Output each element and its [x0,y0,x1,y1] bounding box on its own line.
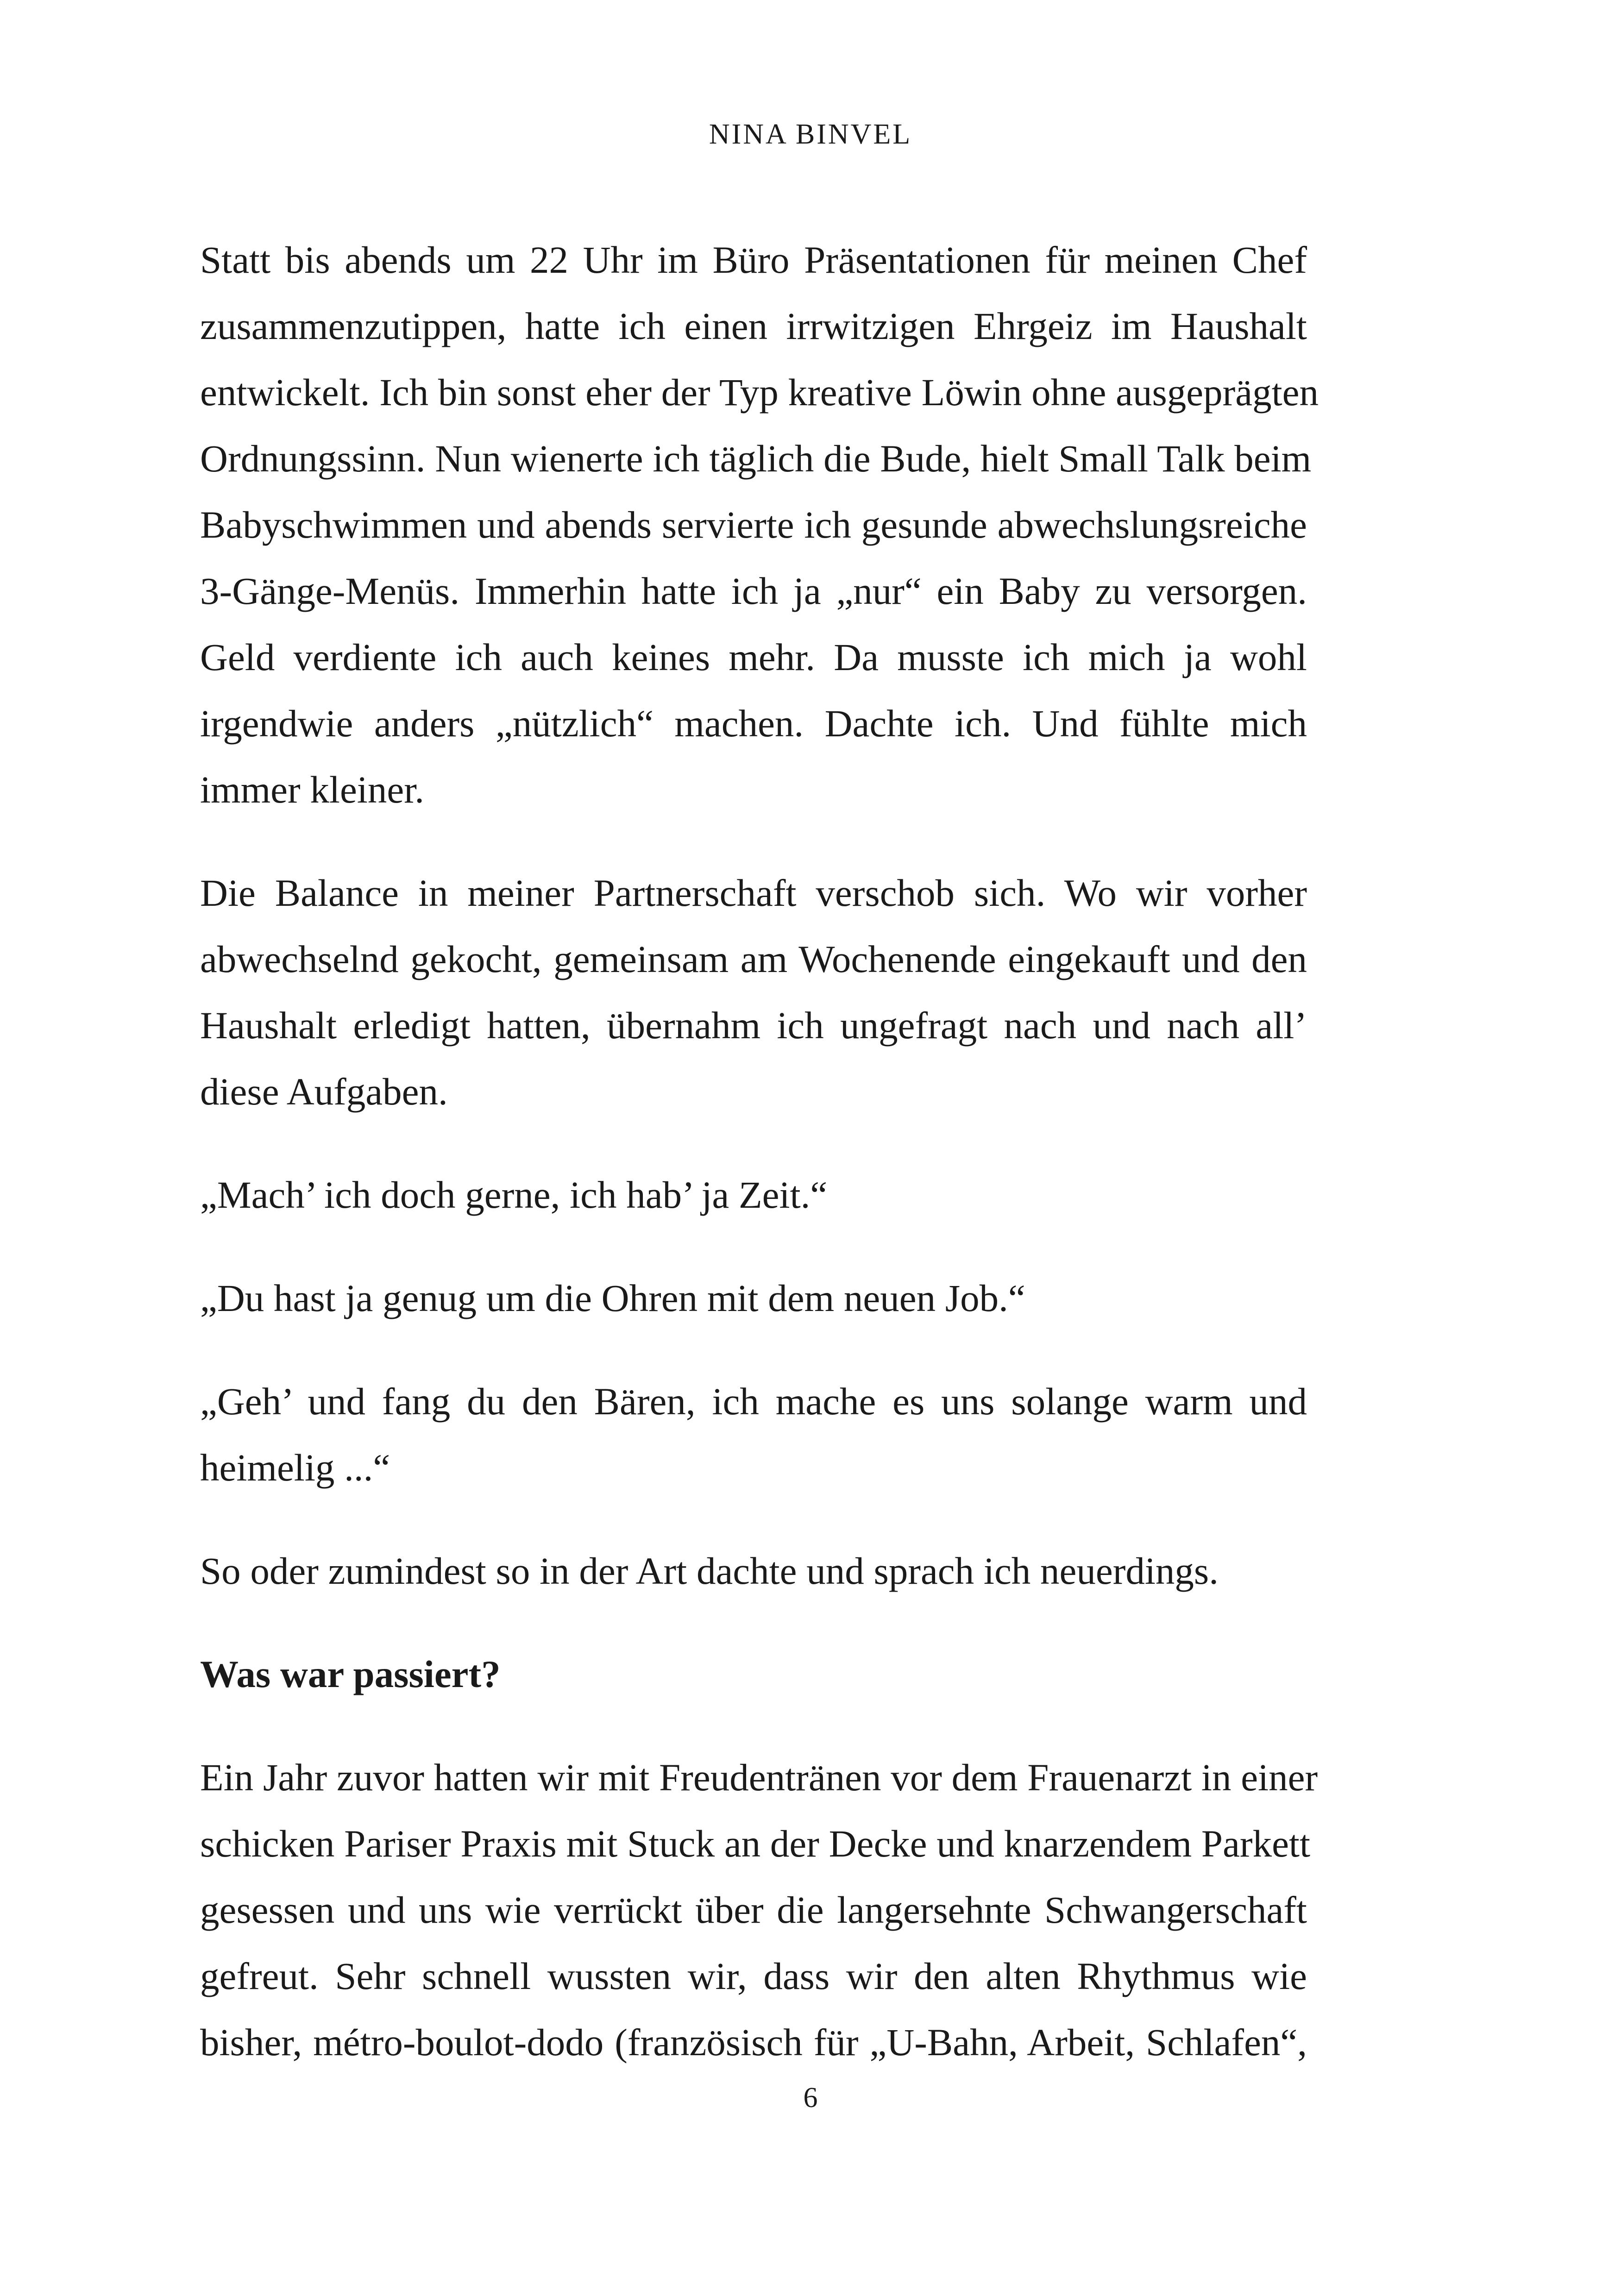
text-line: Die Balance in meiner Partnerschaft verschob sich. Wo wir vorher [200,872,1307,914]
paragraph [200,227,1319,823]
text-line: immer kleiner. [200,768,425,811]
text-line: gefreut. Sehr schnell wussten wir, dass wir den alten Rhythmus wie [200,1955,1307,1997]
text-line: irgendwie anders „nützlich“ machen. Dachte ich. Und fühlte mich [200,702,1307,745]
body-text [200,227,1319,2113]
paragraph [200,1538,1307,1604]
paragraph [200,1744,1318,2076]
paragraph [200,1162,1307,1228]
text-line: „Geh’ und fang du den Bären, ich mache es uns solange warm und [200,1380,1307,1423]
text-line: entwickelt. Ich bin sonst eher der Typ kreative Löwin ohne ausgeprägten [200,371,1319,414]
text-line: „Du hast ja genug um die Ohren mit dem neuen Job.“ [200,1277,1025,1319]
text-line: bisher, métro-boulot-dodo (französisch für „U-Bahn, Arbeit, Schlafen“, [200,2021,1307,2064]
text-line: diese Aufgaben. [200,1070,448,1113]
page-number: 6 [803,2082,818,2114]
paragraphs-before-heading [200,227,1319,1604]
text-line: schicken Pariser Praxis mit Stuck an der Decke und knarzendem Parkett [200,1822,1311,1865]
text-line: heimelig ...“ [200,1446,390,1489]
paragraphs-after-heading [200,1744,1318,2076]
text-line: Geld verdiente ich auch keines mehr. Da musste ich mich ja wohl [200,636,1307,678]
text-line: gesessen und uns wie verrückt über die langersehnte Schwangerschaft [200,1888,1307,1931]
text-line: „Mach’ ich doch gerne, ich hab’ ja Zeit.“ [200,1173,828,1216]
text-line: 3-Gänge-Menüs. Immerhin hatte ich ja „nur“ ein Baby zu versorgen. [200,570,1307,612]
text-line: Babyschwimmen und abends servierte ich gesunde abwechslungsreiche [200,503,1307,546]
text-line: Ein Jahr zuvor hatten wir mit Freudentränen vor dem Frauenarzt in einer [200,1756,1318,1799]
text-line: Ordnungssinn. Nun wienerte ich täglich die Bude, hielt Small Talk beim [200,437,1312,480]
running-header: NINA BINVEL [709,119,912,150]
text-line: So oder zumindest so in der Art dachte und sprach ich neuerdings. [200,1549,1219,1592]
text-line: Haushalt erledigt hatten, übernahm ich ungefragt nach und nach all’ [200,1004,1307,1047]
text-line: abwechselnd gekocht, gemeinsam am Wochenende eingekauft und den [200,938,1307,980]
section-heading: Was war passiert? [200,1653,501,1695]
text-line: Statt bis abends um 22 Uhr im Büro Präsentationen für meinen Chef [200,238,1307,281]
paragraph [200,1368,1307,1501]
paragraph [200,860,1307,1125]
text-line: zusammenzutippen, hatte ich einen irrwitzigen Ehrgeiz im Haushalt [200,305,1307,347]
paragraph [200,1265,1307,1331]
